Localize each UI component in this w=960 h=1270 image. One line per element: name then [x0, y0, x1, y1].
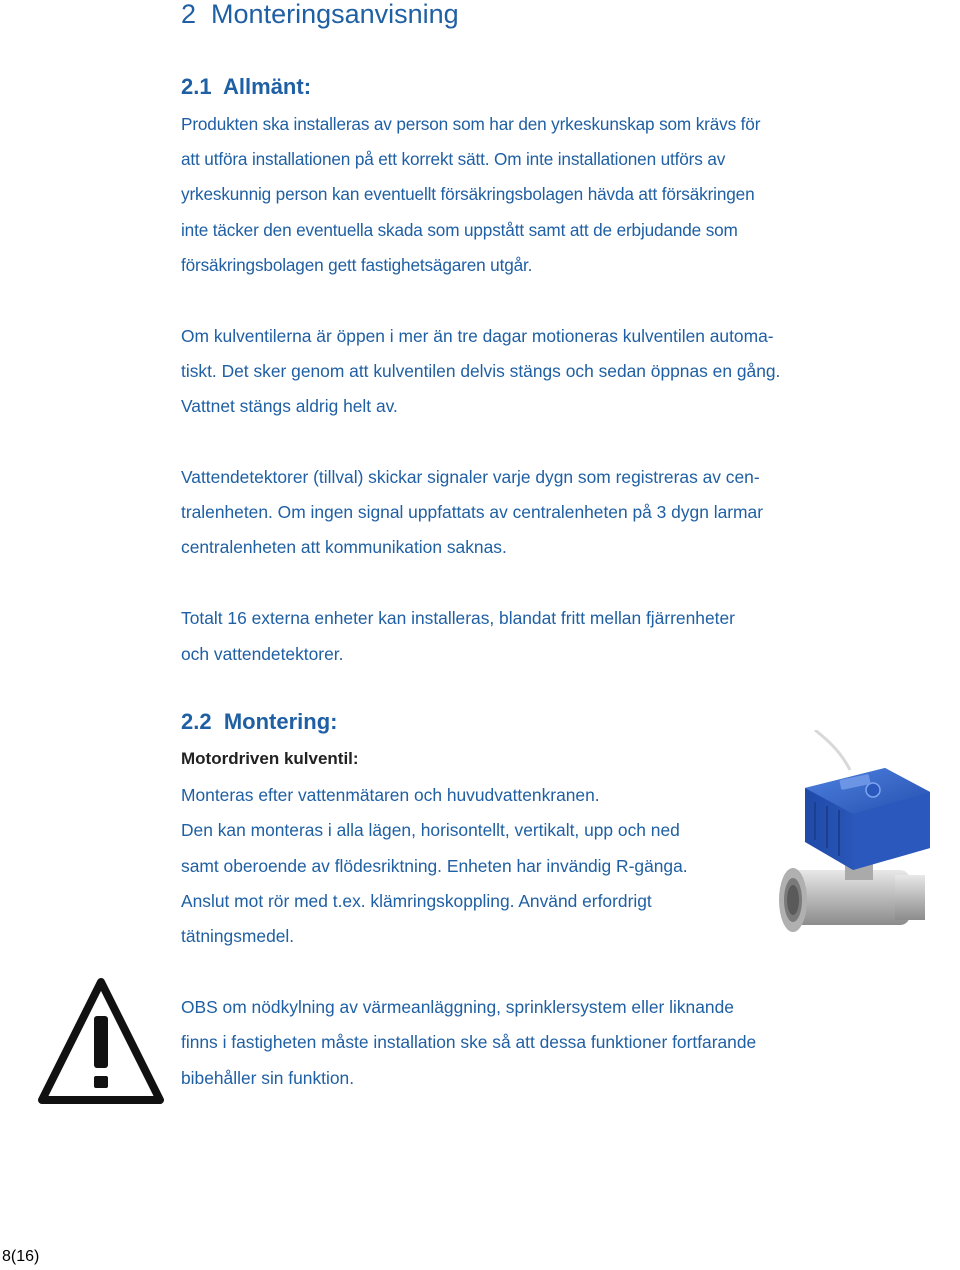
paragraph-line: yrkeskunnig person kan eventuellt försäkringsbolagen hävda att försäkringen [181, 184, 755, 204]
paragraph-line: Vattendetektorer (tillval) skickar signaler varje dygn som registreras av cen- [181, 467, 760, 487]
paragraph-line: finns i fastigheten måste installation ske så att dessa funktioner fortfarande [181, 1032, 757, 1052]
general-heading-number: 2.1 [181, 74, 212, 99]
paragraph-line: Totalt 16 externa enheter kan installeras, blandat fritt mellan fjärrenheter [181, 608, 735, 628]
paragraph-line: bibehåller sin funktion. [181, 1068, 355, 1088]
paragraph-line: Anslut mot rör med t.ex. klämringskoppling. Använd erfordrigt [181, 891, 652, 911]
paragraph-line: inte täcker den eventuella skada som uppstått samt att de erbjudande som [181, 220, 738, 240]
general-heading [181, 72, 311, 102]
mounting-heading-number: 2.2 [181, 709, 212, 734]
general-heading-title: Allmänt: [223, 74, 312, 99]
paragraph-line: Monteras efter vattenmätaren och huvudvattenkranen. [181, 785, 600, 805]
mounting-heading [181, 707, 337, 737]
mounting-heading-title: Montering: [223, 709, 338, 734]
paragraph-line: Den kan monteras i alla lägen, horisontellt, vertikalt, upp och ned [181, 820, 680, 840]
paragraph-line: och vattendetektorer. [181, 644, 344, 664]
paragraph-line: samt oberoende av flödesriktning. Enheten har invändig R-gänga. [181, 856, 688, 876]
section-title: Monteringsanvisning [211, 0, 459, 29]
motorized-ball-valve-image [745, 730, 960, 955]
paragraph-line: tralenheten. Om ingen signal uppfattats av centralenheten på 3 dygn larmar [181, 502, 763, 522]
section-heading [181, 0, 459, 34]
paragraph-line: Om kulventilerna är öppen i mer än tre dagar motioneras kulventilen automa- [181, 326, 774, 346]
paragraph-line: Vattnet stängs aldrig helt av. [181, 396, 398, 416]
paragraph-line: tätningsmedel. [181, 926, 295, 946]
paragraph-line: att utföra installationen på ett korrekt sätt. Om inte installationen utförs av [181, 149, 726, 169]
paragraph-line: försäkringsbolagen gett fastighetsägaren utgår. [181, 255, 533, 275]
warning-triangle-icon [36, 974, 166, 1108]
paragraph-line: centralenheten att kommunikation saknas. [181, 537, 507, 557]
paragraph-line: Produkten ska installeras av person som har den yrkeskunskap som krävs för [181, 114, 761, 134]
page-number: 8(16) [2, 1248, 40, 1265]
paragraph-line: tiskt. Det sker genom att kulventilen delvis stängs och sedan öppnas en gång. [181, 361, 781, 381]
section-number: 2 [181, 0, 197, 29]
valve-subheading: Motordriven kulventil: [181, 749, 359, 768]
paragraph-line: OBS om nödkylning av värmeanläggning, sprinklersystem eller liknande [181, 997, 734, 1017]
